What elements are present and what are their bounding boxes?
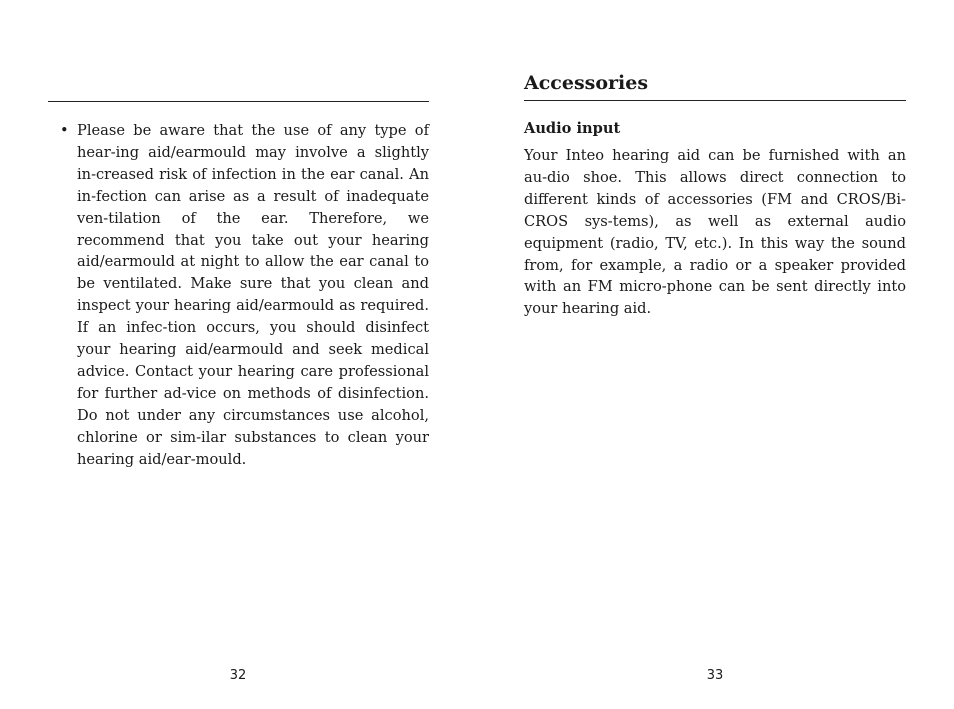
page-number-right: 33	[706, 668, 724, 683]
top-rule	[48, 101, 429, 102]
bullet-list	[60, 120, 429, 471]
subsection-heading: Audio input	[524, 120, 621, 137]
page-number-left: 32	[229, 668, 247, 683]
section-heading: Accessories	[524, 72, 649, 94]
heading-rule	[524, 100, 906, 101]
bullet-text: Please be aware that the use of any type of hear-ing aid/earmould may involve a slightly in-creased risk of infection in the ear canal. An in-fection can arise as a result of inadequate ven-tilation of the ear. Therefore, we recommend that you take out your hearing aid/earmould at night to allow the ear canal to be ventilated. Make sure that you clean and inspect your hearing aid/earmould as required. If an infec-tion occurs, you should disinfect your hearing aid/earmould and seek medical advice. Contact your hearing care professional for further ad-vice on methods of disinfection. Do not under any circumstances use alcohol, chlorine or sim-ilar substances to clean your hearing aid/ear-mould.	[77, 122, 429, 468]
body-paragraph: Your Inteo hearing aid can be furnished with an au-dio shoe. This allows direct connection to different kinds of accessories (FM and CROS/Bi-CROS sys-tems), as well as external audio equipment (radio, TV, etc.). In this way the sound from, for example, a radio or a speaker provided with an FM micro-phone can be sent directly into your hearing aid.	[524, 147, 906, 318]
list-item	[60, 120, 429, 471]
right-page	[477, 0, 954, 709]
bullet-icon: •	[60, 122, 69, 139]
